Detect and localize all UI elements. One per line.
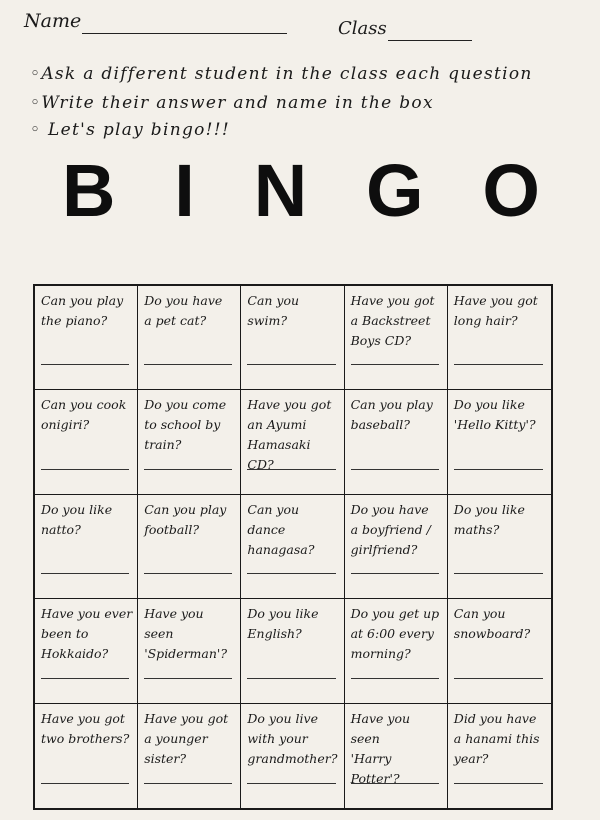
class-line [388, 40, 472, 41]
bingo-cell [138, 390, 241, 494]
answer-line [351, 469, 439, 470]
answer-line [144, 469, 232, 470]
name-label: Name [24, 10, 82, 32]
bingo-cell [241, 704, 344, 808]
bingo-question: Do you live with your grandmother? [247, 710, 338, 766]
class-label: Class [338, 18, 387, 39]
bingo-cell [35, 599, 138, 703]
answer-line [351, 364, 439, 365]
instruction-3: ◦ Let's play bingo!!! [30, 120, 231, 140]
bingo-cell [448, 495, 551, 599]
bingo-cell [138, 286, 241, 390]
answer-line [144, 573, 232, 574]
bingo-question: Do you have a pet cat? [144, 293, 223, 328]
answer-line [351, 783, 439, 784]
answer-line [351, 573, 439, 574]
answer-line [41, 678, 129, 679]
answer-line [454, 678, 543, 679]
instruction-2: ◦Write their answer and name in the box [30, 93, 434, 113]
bingo-question: Can you cook onigiri? [41, 397, 127, 433]
bingo-cell [448, 704, 551, 808]
bingo-question: Have you got an Ayumi Hamasaki CD? [247, 397, 332, 473]
answer-line [454, 469, 543, 470]
answer-line [41, 783, 129, 784]
bingo-question: Do you like natto? [41, 501, 113, 537]
bingo-question: Can you play baseball? [350, 397, 433, 433]
bingo-cell [241, 599, 344, 703]
bingo-letter-i: I [174, 149, 197, 232]
answer-line [247, 573, 335, 574]
bingo-cell [345, 495, 448, 599]
instruction-1: ◦Ask a different student in the class each question [30, 64, 533, 84]
bingo-letter-o: O [482, 149, 542, 232]
answer-line [41, 573, 129, 574]
bingo-question: Have you ever been to Hokkaido? [41, 606, 133, 662]
answer-line [144, 678, 232, 679]
answer-line [247, 469, 335, 470]
bingo-question: Do you get up at 6:00 every morning? [350, 606, 440, 662]
bingo-cell [448, 390, 551, 494]
answer-line [144, 783, 232, 784]
answer-line [454, 364, 543, 365]
bingo-cell [35, 704, 138, 808]
bingo-cell [345, 390, 448, 494]
name-line [82, 33, 287, 34]
answer-line [247, 783, 335, 784]
bingo-letter-g: G [366, 149, 426, 232]
bingo-question: Have you got long hair? [453, 293, 538, 328]
answer-line [41, 469, 129, 470]
bingo-cell [35, 286, 138, 390]
bingo-question: Can you snowboard? [453, 606, 531, 642]
bingo-cell [138, 495, 241, 599]
answer-line [454, 573, 543, 574]
bingo-cell [241, 495, 344, 599]
answer-line [247, 678, 335, 679]
bingo-cell [345, 286, 448, 390]
bingo-grid [33, 284, 553, 810]
bingo-question: Have you got two brothers? [41, 710, 130, 746]
bingo-cell [448, 599, 551, 703]
bingo-letter-b: B [62, 149, 118, 232]
bingo-cell [35, 495, 138, 599]
bingo-cell [448, 286, 551, 390]
bingo-letter-n: N [253, 149, 310, 232]
bingo-title [62, 148, 542, 234]
answer-line [247, 364, 335, 365]
answer-line [41, 364, 129, 365]
bingo-question: Do you like maths? [453, 501, 525, 537]
bingo-question: Have you got a younger sister? [144, 710, 229, 766]
bingo-cell [35, 390, 138, 494]
bingo-question: Did you have a hanami this year? [453, 710, 540, 766]
bingo-question: Have you seen 'Spiderman'? [144, 606, 228, 662]
answer-line [454, 783, 543, 784]
answer-line [351, 678, 439, 679]
bingo-question: Have you got a Backstreet Boys CD? [350, 293, 435, 348]
bingo-question: Have you seen 'Harry Potter'? [350, 710, 411, 786]
bingo-question: Can you play football? [144, 501, 227, 537]
bingo-cell [138, 704, 241, 808]
bingo-cell [241, 390, 344, 494]
bingo-cell [345, 599, 448, 703]
bingo-cell [241, 286, 344, 390]
bingo-question: Do you come to school by train? [144, 397, 227, 453]
bingo-question: Do you like 'Hello Kitty'? [453, 397, 536, 433]
answer-line [144, 364, 232, 365]
bingo-question: Do you like English? [247, 606, 319, 642]
bingo-cell [138, 599, 241, 703]
bingo-question: Can you dance hanagasa? [247, 501, 315, 557]
bingo-question: Do you have a boyfriend / girlfriend? [350, 501, 431, 557]
bingo-question: Can you play the piano? [41, 293, 124, 328]
bingo-question: Can you swim? [247, 293, 300, 328]
bingo-cell [345, 704, 448, 808]
